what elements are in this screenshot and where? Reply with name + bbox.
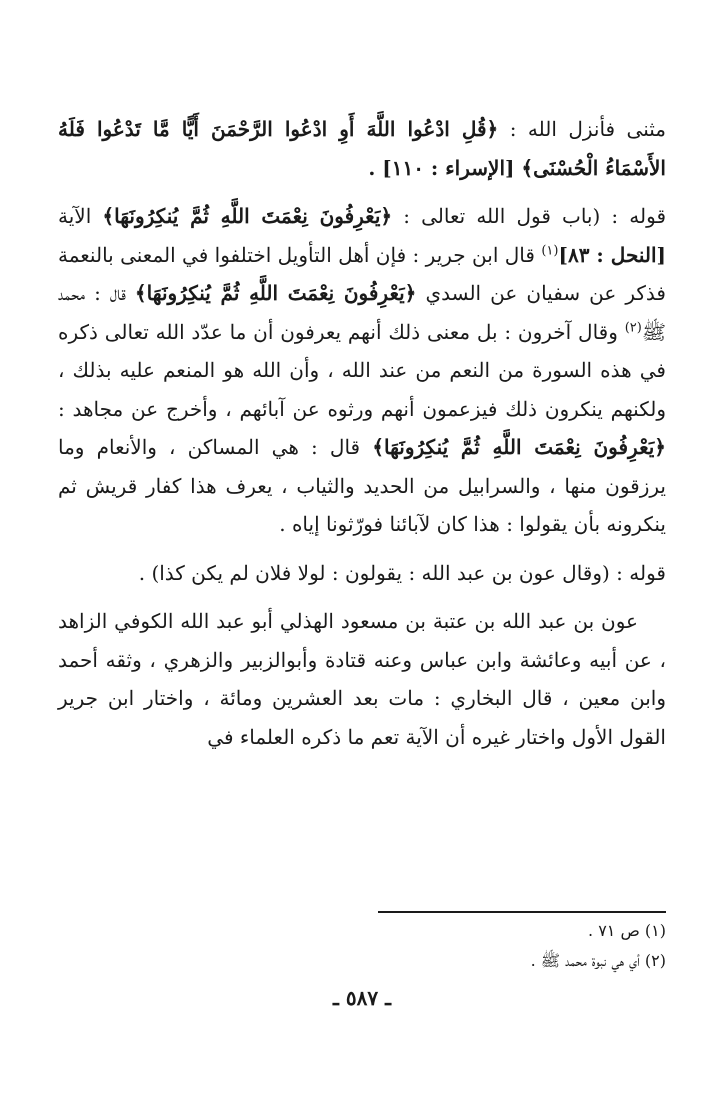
paragraph-4 — [58, 602, 666, 756]
paragraph-3 — [58, 554, 666, 593]
quran-quote: ﴿يَعْرِفُونَ نِعْمَتَ اللَّهِ ثُمَّ يُنكِرُونَهَا﴾ — [102, 204, 393, 228]
quran-quote: ﴿يَعْرِفُونَ نِعْمَتَ اللَّهِ ثُمَّ يُنكِرُونَهَا﴾ — [134, 281, 417, 305]
paragraph-1 — [58, 110, 666, 187]
footnote-2: (٢) أي هي نبوة محمد ﷺ . — [530, 951, 666, 970]
text-run: الآية — [58, 204, 103, 228]
text-run: قال ابن جرير : فإن أهل التأويل اختلفوا في المعنى بالنعمة فذكر عن سفيان عن السدي — [58, 242, 666, 305]
text-run: مثنى فأنزل الله : — [498, 117, 666, 141]
main-text — [58, 110, 666, 756]
page-number: ـ ٥٨٧ ـ — [333, 986, 391, 1010]
text-run: قوله : (باب قول الله تعالى : — [392, 204, 667, 228]
text-run: عون بن عبد الله بن عتبة بن مسعود الهذلي أبو عبد الله الكوفي الزاهد ، عن أبيه وعائشة وابن عباس وعنه قتادة وأبوالزبير والزهري ، وثقه أحمد وابن معين ، قال البخاري : مات بعد العشرين ومائة ، واختار ابن جرير القول الأول واختار غيره أن الآية تعم ما ذكره العلماء في — [58, 609, 666, 749]
verse-reference: [النحل : ٨٣] — [558, 242, 667, 267]
verse-reference: [الإسراء : ١١٠] . — [368, 155, 522, 180]
text-run: قوله : (وقال عون بن عبد الله : يقولون : لولا فلان لم يكن كذا) . — [138, 560, 666, 585]
text-run: قال : هي المساكن ، والأنعام وما يرزقون منها ، والسرابيل من الحديد والثياب ، يعرف هذا كفار قريش ثم ينكرونه بأن يقولوا : هذا كان لآبائنا فورّثونا إياه . — [58, 435, 666, 536]
footnote-1: (١) ص ٧١ . — [588, 921, 666, 940]
text-run: وقال آخرون : بل معنى ذلك أنهم يعرفون أن ما عدّد الله تعالى ذكره في هذه السورة من النعم من عند الله ، وأن الله هو المنعم عليه بذلك ، ولكنهم ينكرون ذلك فيزعمون أنهم ورثوه عن آبائهم ، وأخرج عن مجاهد : — [58, 319, 666, 421]
footnote-marker: (٢) — [624, 319, 642, 335]
footnote-marker: (١) — [541, 242, 559, 258]
text-run: قال : محمد ﷺ — [58, 281, 666, 344]
footnotes — [58, 916, 666, 976]
quran-quote: ﴿يَعْرِفُونَ نِعْمَتَ اللَّهِ ثُمَّ يُنكِرُونَهَا﴾ — [372, 435, 666, 459]
paragraph-2 — [58, 197, 666, 544]
footnote-separator — [378, 911, 666, 913]
quran-quote: ﴿قُلِ ادْعُوا اللَّهَ أَوِ ادْعُوا الرَّحْمَنَ أَيًّا مَّا تَدْعُوا فَلَهُ الأَسْمَاءُ الْحُسْنَى﴾ — [58, 117, 666, 180]
